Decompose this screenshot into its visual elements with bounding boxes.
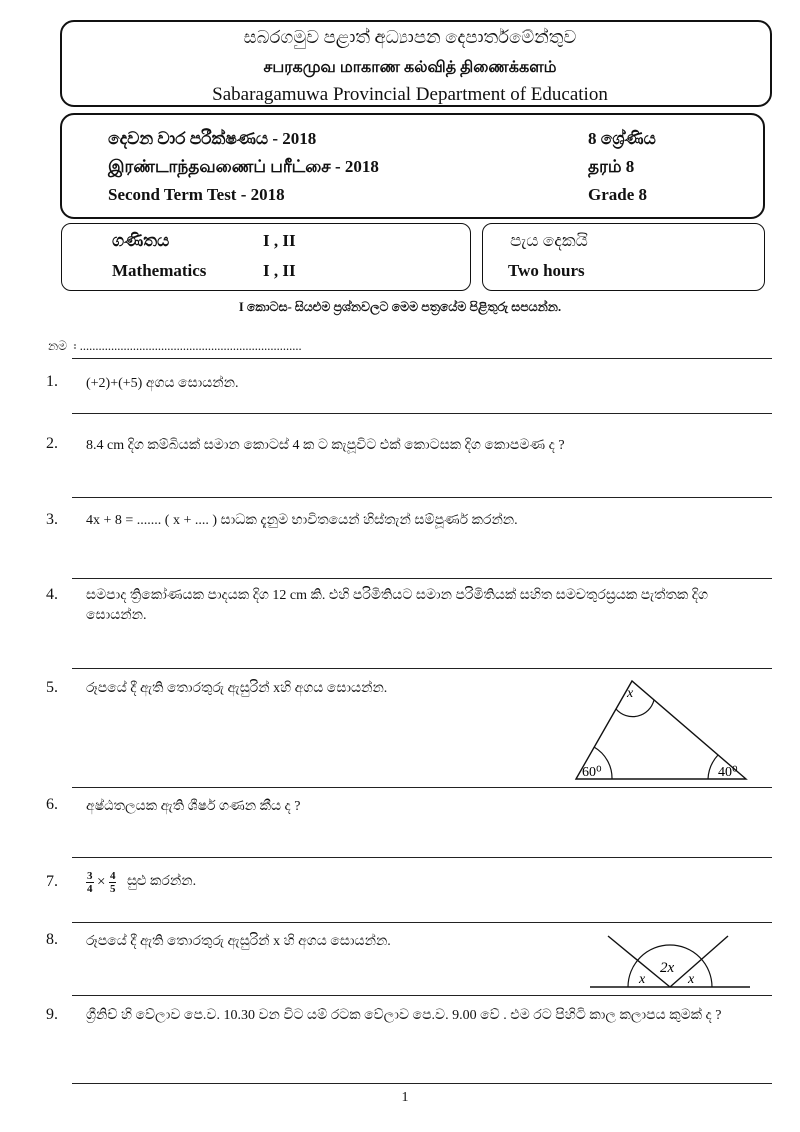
apex-label: x xyxy=(627,686,634,701)
term-tamil: இரண்டாந்தவணைப் பரீட்சை - 2018 xyxy=(108,157,379,176)
question-number: 2. xyxy=(46,435,58,452)
right-angle-label: 40⁰ xyxy=(718,765,738,780)
question-text: ග්‍රීනිච් හි වේලාව පෙ.ව. 10.30 වන විට යම් රටක වේලාව පෙ.ව. 9.00 වේ . එම රට පිහිටි කාල කලාපය කුමක් ද ? xyxy=(86,1008,722,1023)
question-text: (+2)+(+5) අගය සොයන්න. xyxy=(86,376,239,391)
right-angle-label: x xyxy=(688,972,695,987)
term-english: Second Term Test - 2018 xyxy=(108,185,285,204)
grade-tamil: தரம் 8 xyxy=(588,157,635,176)
answer-line xyxy=(72,668,772,669)
question-number: 8. xyxy=(46,931,58,948)
page-number: 1 xyxy=(401,1090,409,1105)
fraction: $\frac{3}{4}$ xyxy=(87,869,93,895)
middle-angle-label: 2x xyxy=(660,960,675,976)
angles-on-line-figure xyxy=(590,930,750,990)
question-text: අෂ්ඨතලයක ඇති ශීර්ෂ ගණන කීය ද ? xyxy=(86,799,301,814)
question-text: 4x + 8 = ....... ( x + .... ) සාධක දැනුම භාවිතයෙන් හිස්තැන් සම්පූර්ණ කරන්න. xyxy=(86,513,518,528)
header-english: Sabaragamuwa Provincial Department of Education xyxy=(212,84,608,105)
answer-line xyxy=(72,922,772,923)
subject-sinhala: ගණිතය xyxy=(112,231,170,250)
grade-english: Grade 8 xyxy=(588,185,648,204)
triangle-figure xyxy=(568,675,750,785)
grade-sinhala: 8 ශ්‍රේණිය xyxy=(588,129,656,148)
subject-papers-1: I , II xyxy=(263,231,296,250)
term-sinhala: දෙවන වාර පරීක්ෂණය - 2018 xyxy=(108,129,317,148)
divider xyxy=(72,358,772,359)
duration-sinhala: පැය දෙකයි xyxy=(510,231,588,250)
question-text: සුළු කරන්න. xyxy=(126,874,197,889)
header-tamil: சபரகமுவ மாகாண கல்வித் திணைக்களம் xyxy=(263,59,557,76)
subject-english: Mathematics xyxy=(112,261,207,280)
question-text: රූපයේ දී ඇති තොරතුරු ඇසුරින් xහි අගය සොයන්න. xyxy=(86,681,388,696)
answer-line xyxy=(72,578,772,579)
fraction: $\frac{4}{5}$ xyxy=(109,869,116,895)
left-angle-label: 60⁰ xyxy=(582,765,602,780)
left-angle-label: x xyxy=(639,972,646,987)
header-sinhala: සබරගමුව පළාත් අධ්‍යාපන දෙපාර්තමේන්තුව xyxy=(243,27,577,47)
question-number: 5. xyxy=(46,679,58,696)
duration-english: Two hours xyxy=(508,261,585,280)
answer-line xyxy=(72,1083,772,1084)
question-text: රූපයේ දී ඇති තොරතුරු ඇසුරින් x හි අගය සොයන්න. xyxy=(86,934,391,949)
subject-papers-2: I , II xyxy=(263,261,296,280)
answer-line xyxy=(72,995,772,996)
question-number: 4. xyxy=(46,586,58,603)
question-number: 6. xyxy=(46,796,58,813)
part-instruction: I කොටස- සියළුම ප්‍රශ්නවලට මෙම පත්‍රයේම පිළිතුරු සපයන්න. xyxy=(238,300,562,314)
question-text: සමපාද ත්‍රිකෝණයක පාදයක දිග 12 cm කි. එහි පරිමිතියට සමාන පරිමිතියක් සහිත සමචතුරස්‍රයක පැත්තක දිග සොයන්න. xyxy=(86,588,708,623)
answer-line xyxy=(72,497,772,498)
question-text: 8.4 cm දිග කම්බියක් සමාන කොටස් 4 ක ට කැපූවිට එක් කොටසක දිග කොපමණ ද ? xyxy=(86,438,565,453)
question-number: 1. xyxy=(46,373,58,390)
question-number: 3. xyxy=(46,511,58,528)
question-fraction-expr: $\frac{3}{4}$ × $\frac{4}{5}$ සුළු කරන්න. xyxy=(87,869,197,895)
question-number: 9. xyxy=(46,1006,58,1023)
name-field: නම ඃ ....................................................................... xyxy=(48,339,302,353)
answer-line xyxy=(72,857,772,858)
answer-line xyxy=(72,413,772,414)
question-number: 7. xyxy=(46,873,58,890)
answer-line xyxy=(72,787,772,788)
